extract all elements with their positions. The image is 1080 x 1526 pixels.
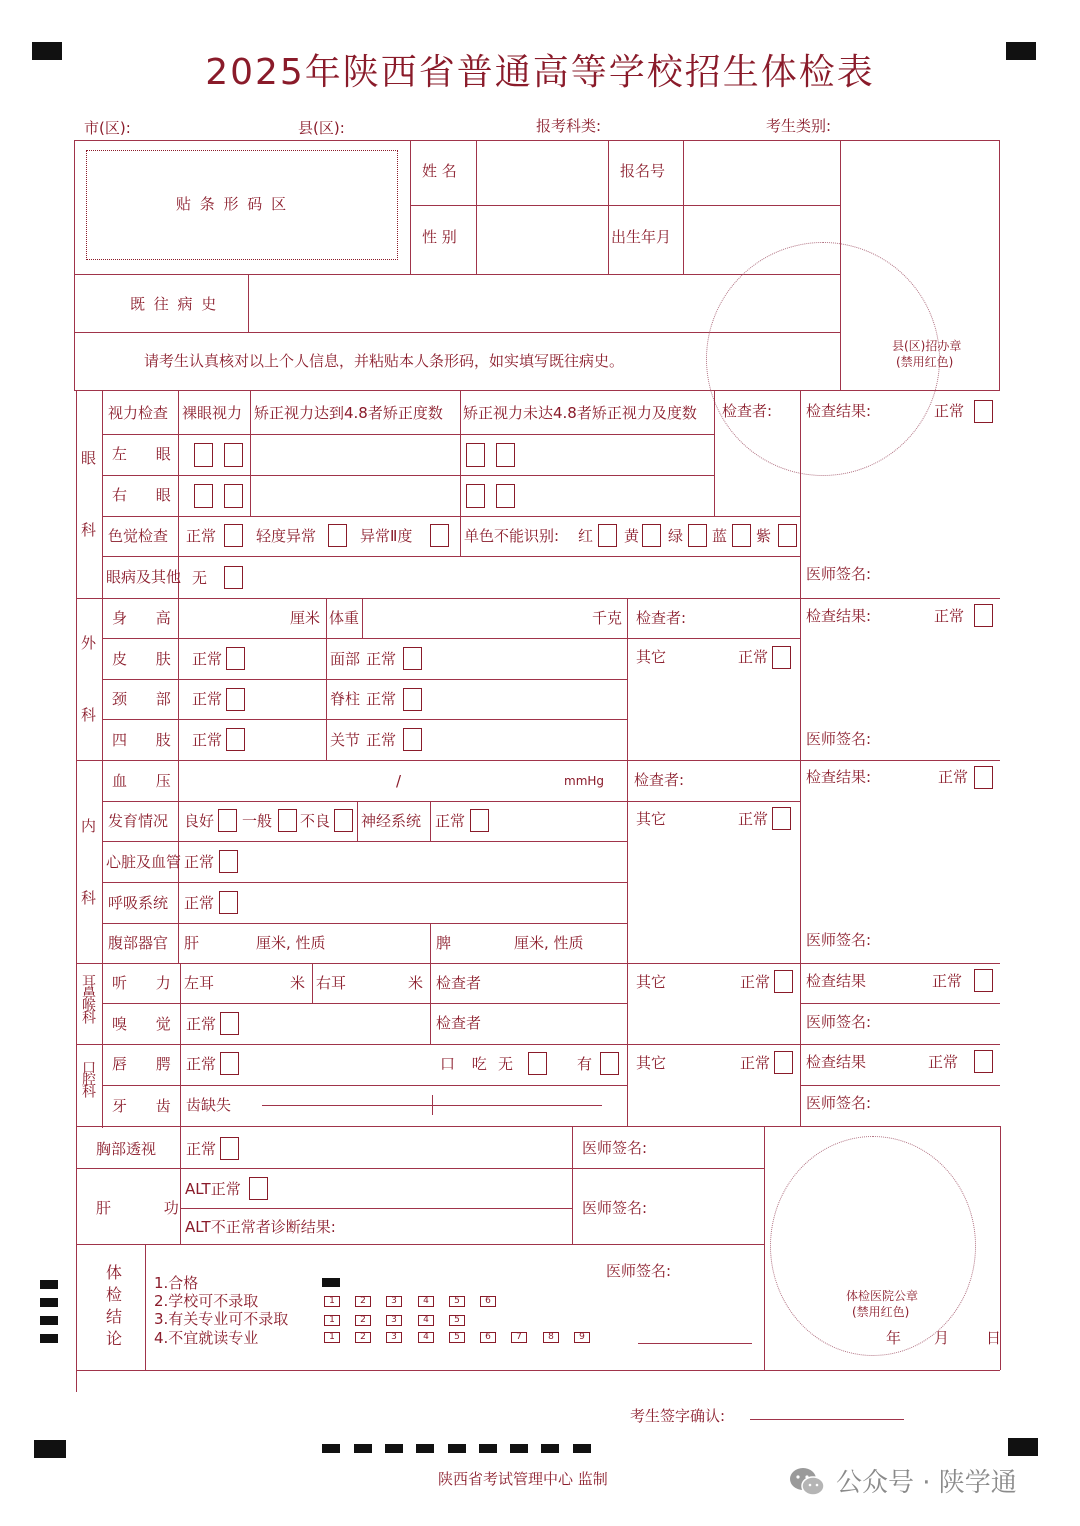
issuer-label: 陕西省考试管理中心 监制 xyxy=(438,1470,608,1488)
dev-good-label: 良好 xyxy=(184,812,215,830)
timing-mark xyxy=(385,1444,403,1453)
candidate-signature-line xyxy=(750,1419,904,1420)
joint-normal-label: 正常 xyxy=(366,731,397,749)
surgery-other-label: 其它 xyxy=(636,648,667,666)
right-ear-label: 右耳 xyxy=(316,974,347,992)
stutter-none-label: 无 xyxy=(498,1055,514,1073)
bp-label: 血 压 xyxy=(112,772,183,790)
lip-normal-label: 正常 xyxy=(186,1055,217,1073)
green-label: 绿 xyxy=(668,527,684,545)
chest-label: 胸部透视 xyxy=(96,1140,157,1158)
ent-other-label: 其它 xyxy=(636,973,667,991)
qualified-mark xyxy=(322,1278,340,1287)
spine-normal-label: 正常 xyxy=(366,690,397,708)
color-vision-label: 色觉检查 xyxy=(108,527,169,545)
birth-label: 出生年月 xyxy=(611,228,672,246)
smell-normal-label: 正常 xyxy=(186,1015,217,1033)
oral-other-normal-label: 正常 xyxy=(740,1054,771,1072)
bp-slash: / xyxy=(396,772,402,790)
alt-abnormal-label: ALT不正常者诊断结果: xyxy=(185,1218,336,1236)
blue-label: 蓝 xyxy=(712,527,728,545)
timing-mark xyxy=(479,1444,497,1453)
option-box[interactable]: 1 xyxy=(324,1315,340,1326)
option-box[interactable]: 6 xyxy=(480,1296,496,1307)
nerve-label: 神经系统 xyxy=(361,812,422,830)
height-label: 身 高 xyxy=(112,609,183,627)
option-box[interactable]: 2 xyxy=(355,1315,371,1326)
neck-normal-checkbox[interactable] xyxy=(226,688,245,711)
history-label: 既 往 病 史 xyxy=(130,295,219,313)
left-eye-digit-box[interactable] xyxy=(224,443,243,467)
ent-normal-label: 正常 xyxy=(932,972,963,990)
spleen-label: 脾 xyxy=(436,934,452,952)
option-box[interactable]: 8 xyxy=(543,1332,559,1343)
dev-poor-checkbox[interactable] xyxy=(334,809,353,832)
smell-normal-checkbox[interactable] xyxy=(220,1012,239,1035)
spine-normal-checkbox[interactable] xyxy=(403,688,422,711)
timing-mark xyxy=(510,1444,528,1453)
eye-normal-label: 正常 xyxy=(934,402,965,420)
category-label: 考生类别: xyxy=(766,117,832,135)
right-eye-label: 右 眼 xyxy=(112,486,183,504)
timing-mark xyxy=(40,1280,58,1289)
color-mild-label: 轻度异常 xyxy=(256,527,317,545)
weight-unit: 千克 xyxy=(592,609,623,627)
neck-label: 颈 部 xyxy=(112,690,183,708)
red-checkbox[interactable] xyxy=(598,524,617,547)
oral-result-label: 检查结果 xyxy=(806,1053,867,1071)
heart-normal-checkbox[interactable] xyxy=(219,850,238,873)
eye-none-label: 无 xyxy=(192,569,208,587)
mono-color-label: 单色不能识别: xyxy=(464,527,560,545)
dev-label: 发育情况 xyxy=(108,812,169,830)
nerve-normal-label: 正常 xyxy=(435,812,466,830)
option-box[interactable]: 1 xyxy=(324,1332,340,1343)
neck-normal-label: 正常 xyxy=(192,690,223,708)
joint-label: 关节 xyxy=(330,731,361,749)
color-normal-label: 正常 xyxy=(186,527,217,545)
liver-fn-label: 肝 功 xyxy=(96,1199,203,1217)
alt-normal-label: ALT正常 xyxy=(185,1180,241,1198)
internal-normal-label: 正常 xyxy=(938,768,969,786)
purple-label: 紫 xyxy=(756,527,772,545)
color-normal-checkbox[interactable] xyxy=(224,524,243,547)
left-eye-label: 左 眼 xyxy=(112,445,183,463)
option-box[interactable]: 4 xyxy=(418,1315,434,1326)
chest-doctor-label: 医师签名: xyxy=(582,1139,648,1157)
option-box[interactable]: 3 xyxy=(386,1315,402,1326)
alt-normal-checkbox[interactable] xyxy=(249,1177,268,1200)
timing-mark xyxy=(541,1444,559,1453)
teeth-label: 牙 齿 xyxy=(112,1097,183,1115)
smell-examiner-label: 检查者 xyxy=(436,1014,482,1032)
option-box[interactable]: 4 xyxy=(418,1332,434,1343)
surgery-doctor-label: 医师签名: xyxy=(806,730,872,748)
internal-result-label: 检查结果: xyxy=(806,768,872,786)
surgery-examiner-label: 检查者: xyxy=(636,609,687,627)
oral-normal-checkbox[interactable] xyxy=(974,1050,993,1073)
conclusion-label: 检 xyxy=(106,1285,123,1304)
stutter-none-checkbox[interactable] xyxy=(528,1052,547,1075)
teeth-chart-divider xyxy=(432,1095,433,1115)
oral-normal-label: 正常 xyxy=(928,1053,959,1071)
eye-result-label: 检查结果: xyxy=(806,402,872,420)
skin-normal-label: 正常 xyxy=(192,650,223,668)
liver-fn-doctor-label: 医师签名: xyxy=(582,1199,648,1217)
option-box[interactable]: 4 xyxy=(418,1296,434,1307)
oral-other-checkbox[interactable] xyxy=(774,1051,793,1074)
surgery-section-label: 科 xyxy=(81,706,97,724)
yellow-label: 黄 xyxy=(624,527,640,545)
conclusion-item: 3.有关专业可不录取 xyxy=(154,1310,289,1328)
timing-mark xyxy=(416,1444,434,1453)
surgery-other-checkbox[interactable] xyxy=(772,646,791,669)
date-year: 年 xyxy=(886,1329,902,1347)
green-checkbox[interactable] xyxy=(688,524,707,547)
timing-mark xyxy=(322,1444,340,1453)
sex-label: 性 别 xyxy=(422,228,457,246)
hospital-stamp-note: (禁用红色) xyxy=(852,1305,910,1319)
resp-normal-label: 正常 xyxy=(184,894,215,912)
doctor-signature-line xyxy=(638,1343,752,1344)
stutter-yes-label: 有 xyxy=(577,1055,593,1073)
city-label: 市(区): xyxy=(84,119,131,137)
conclusion-doctor-label: 医师签名: xyxy=(606,1262,672,1280)
option-box[interactable]: 6 xyxy=(480,1332,496,1343)
registration-mark xyxy=(34,1440,66,1458)
ent-normal-checkbox[interactable] xyxy=(974,969,993,992)
chest-normal-checkbox[interactable] xyxy=(220,1137,239,1160)
right-eye-digit-box[interactable] xyxy=(194,484,213,508)
limbs-label: 四 肢 xyxy=(112,731,183,749)
option-box[interactable]: 2 xyxy=(355,1332,371,1343)
chest-normal-label: 正常 xyxy=(186,1140,217,1158)
dev-fair-label: 一般 xyxy=(242,812,273,830)
limbs-normal-label: 正常 xyxy=(192,731,223,749)
internal-section-label: 内 xyxy=(81,817,97,835)
skin-normal-checkbox[interactable] xyxy=(226,647,245,670)
notice-text: 请考生认真核对以上个人信息，并粘贴本人条形码，如实填写既往病史。 xyxy=(144,352,625,370)
left-eye-corrected-box[interactable] xyxy=(466,443,485,467)
eye-examiner-label: 检查者: xyxy=(722,402,773,420)
watermark-text: 公众号 · 陕学通 xyxy=(836,1468,1017,1498)
option-box[interactable]: 5 xyxy=(449,1296,465,1307)
internal-other-checkbox[interactable] xyxy=(772,807,791,830)
timing-mark xyxy=(448,1444,466,1453)
naked-vision-label: 裸眼视力 xyxy=(182,404,243,422)
dev-poor-label: 不良 xyxy=(300,812,331,830)
timing-mark xyxy=(40,1316,58,1325)
option-box[interactable]: 9 xyxy=(574,1332,590,1343)
ent-doctor-label: 医师签名: xyxy=(806,1013,872,1031)
conclusion-item: 2.学校可不录取 xyxy=(154,1292,259,1310)
liver-unit: 厘米, 性质 xyxy=(256,934,326,952)
internal-doctor-label: 医师签名: xyxy=(806,931,872,949)
yellow-checkbox[interactable] xyxy=(642,524,661,547)
surgery-result-label: 检查结果: xyxy=(806,607,872,625)
internal-normal-checkbox[interactable] xyxy=(974,766,993,789)
limbs-normal-checkbox[interactable] xyxy=(226,728,245,751)
surgery-normal-label: 正常 xyxy=(934,607,965,625)
surgery-other-normal-label: 正常 xyxy=(738,648,769,666)
spleen-unit: 厘米, 性质 xyxy=(514,934,584,952)
right-eye-digit-box[interactable] xyxy=(224,484,243,508)
reg-no-label: 报名号 xyxy=(620,162,666,180)
abdomen-label: 腹部器官 xyxy=(108,934,169,952)
face-label: 面部 xyxy=(330,650,361,668)
option-box[interactable]: 3 xyxy=(386,1296,402,1307)
red-label: 红 xyxy=(578,527,594,545)
weight-label: 体重 xyxy=(329,609,360,627)
color-mild-checkbox[interactable] xyxy=(328,524,347,547)
conclusion-item: 1.合格 xyxy=(154,1274,199,1292)
right-ear-unit: 米 xyxy=(408,974,424,992)
candidate-confirm-label: 考生签字确认: xyxy=(630,1407,726,1425)
internal-section-label: 科 xyxy=(81,889,97,907)
resp-normal-checkbox[interactable] xyxy=(219,891,238,914)
left-eye-corrected-box[interactable] xyxy=(496,443,515,467)
corrected-ok-label: 矫正视力达到4.8者矫正度数 xyxy=(254,404,443,422)
date-day: 日 xyxy=(986,1329,1002,1347)
internal-other-label: 其它 xyxy=(636,810,667,828)
blue-checkbox[interactable] xyxy=(732,524,751,547)
registration-mark xyxy=(1008,1438,1038,1456)
timing-mark xyxy=(573,1444,591,1453)
option-box[interactable]: 3 xyxy=(386,1332,402,1343)
surgery-normal-checkbox[interactable] xyxy=(974,604,993,627)
surgery-section-label: 外 xyxy=(81,634,97,652)
eye-doctor-label: 医师签名: xyxy=(806,565,872,583)
conclusion-item: 4.不宜就读专业 xyxy=(154,1329,259,1347)
left-ear-unit: 米 xyxy=(290,974,306,992)
date-month: 月 xyxy=(934,1329,950,1347)
left-eye-digit-box[interactable] xyxy=(194,443,213,467)
ent-other-normal-label: 正常 xyxy=(740,973,771,991)
oral-doctor-label: 医师签名: xyxy=(806,1094,872,1112)
oral-section-label: 口腔科 xyxy=(80,1060,96,1096)
wechat-icon xyxy=(788,1466,826,1498)
bp-unit: mmHg xyxy=(564,774,605,788)
color-abn2-checkbox[interactable] xyxy=(430,524,449,547)
teeth-missing-label: 齿缺失 xyxy=(186,1096,232,1114)
hospital-stamp-area xyxy=(770,1136,976,1356)
stutter-label: 口 吃 xyxy=(440,1055,493,1073)
face-normal-checkbox[interactable] xyxy=(403,647,422,670)
color-abn2-label: 异常Ⅱ度 xyxy=(360,527,413,545)
timing-mark xyxy=(354,1444,372,1453)
hospital-stamp-label: 体检医院公章 xyxy=(846,1289,919,1303)
height-unit: 厘米 xyxy=(290,609,321,627)
option-box[interactable]: 5 xyxy=(449,1315,465,1326)
conclusion-label: 体 xyxy=(106,1263,123,1282)
internal-examiner-label: 检查者: xyxy=(634,771,685,789)
spine-label: 脊柱 xyxy=(330,690,361,708)
ent-result-label: 检查结果 xyxy=(806,972,867,990)
nerve-normal-checkbox[interactable] xyxy=(470,809,489,832)
left-ear-label: 左耳 xyxy=(184,974,215,992)
purple-checkbox[interactable] xyxy=(778,524,797,547)
county-stamp-label: 县(区)招办章 xyxy=(892,339,962,353)
dev-good-checkbox[interactable] xyxy=(218,809,237,832)
county-label: 县(区): xyxy=(298,119,345,137)
right-eye-corrected-box[interactable] xyxy=(496,484,515,508)
resp-label: 呼吸系统 xyxy=(108,894,169,912)
internal-other-normal-label: 正常 xyxy=(738,810,769,828)
stutter-yes-checkbox[interactable] xyxy=(600,1052,619,1075)
name-label: 姓 名 xyxy=(422,162,457,180)
oral-other-label: 其它 xyxy=(636,1054,667,1072)
option-box[interactable]: 1 xyxy=(324,1296,340,1307)
timing-mark xyxy=(40,1298,58,1307)
eye-normal-checkbox[interactable] xyxy=(974,400,993,423)
joint-normal-checkbox[interactable] xyxy=(403,728,422,751)
liver-label: 肝 xyxy=(184,934,200,952)
barcode-label: 贴 条 形 码 区 xyxy=(176,195,289,213)
hearing-examiner-label: 检查者 xyxy=(436,974,482,992)
heart-label: 心脏及血管 xyxy=(106,853,182,871)
county-stamp-note: (禁用红色) xyxy=(896,355,954,369)
option-box[interactable]: 5 xyxy=(449,1332,465,1343)
option-box[interactable]: 7 xyxy=(511,1332,527,1343)
face-normal-label: 正常 xyxy=(366,650,397,668)
eye-other-label: 眼病及其他 xyxy=(106,568,182,586)
conclusion-label: 结 xyxy=(106,1307,123,1326)
ent-other-checkbox[interactable] xyxy=(774,970,793,993)
timing-mark xyxy=(40,1334,58,1343)
option-box[interactable]: 2 xyxy=(355,1296,371,1307)
ent-section-label: 耳鼻喉科 xyxy=(80,974,96,1022)
eye-section-label: 科 xyxy=(81,521,97,539)
subject-label: 报考科类: xyxy=(536,117,602,135)
skin-label: 皮 肤 xyxy=(112,650,183,668)
lip-normal-checkbox[interactable] xyxy=(220,1052,239,1075)
eye-section-label: 眼 xyxy=(81,449,97,467)
corrected-not-label: 矫正视力未达4.8者矫正视力及度数 xyxy=(463,404,697,422)
page-title: 2025年陕西省普通高等学校招生体检表 xyxy=(205,52,875,93)
eye-none-checkbox[interactable] xyxy=(224,566,243,589)
right-eye-corrected-box[interactable] xyxy=(466,484,485,508)
dev-fair-checkbox[interactable] xyxy=(278,809,297,832)
heart-normal-label: 正常 xyxy=(184,853,215,871)
conclusion-label: 论 xyxy=(106,1329,123,1348)
lip-label: 唇 腭 xyxy=(112,1055,183,1073)
vision-check-label: 视力检查 xyxy=(108,404,169,422)
smell-label: 嗅 觉 xyxy=(112,1015,183,1033)
hearing-label: 听 力 xyxy=(112,974,183,992)
